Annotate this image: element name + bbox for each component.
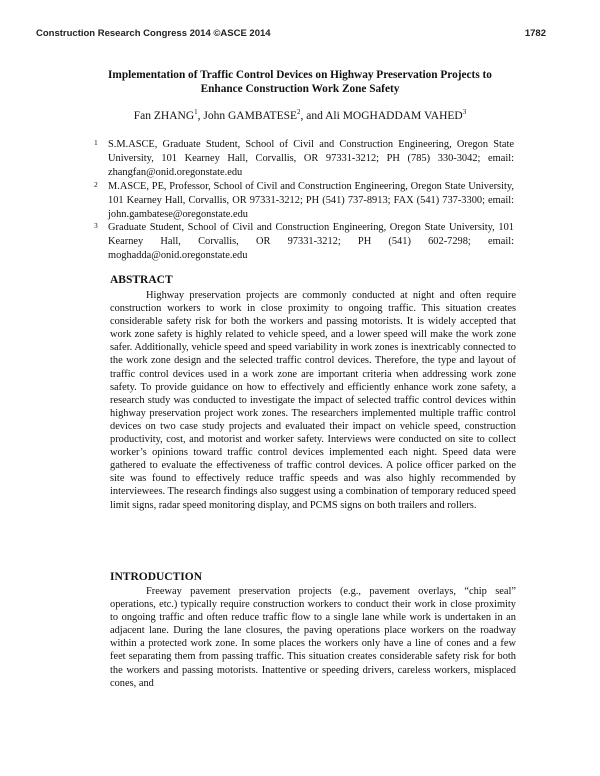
conference-name: Construction Research Congress 2014 ©ASCE 2014 xyxy=(36,28,271,39)
abstract-heading: ABSTRACT xyxy=(110,274,173,286)
title-line-2: Enhance Construction Work Zone Safety xyxy=(200,83,400,95)
title-line-1: Implementation of Traffic Control Devices on Highway Preservation Projects to xyxy=(108,69,492,81)
affiliation-text: S.M.ASCE, Graduate Student, School of Civil and Construction Engineering, Oregon State University, 101 Kearney Hall, Corvallis, OR 97331-3212; PH (785) 330-3042; email: zhangfan@onid.oregonstate.edu xyxy=(108,139,514,178)
affiliation-text: Graduate Student, School of Civil and Construction Engineering, Oregon State University, 101 Kearney Hall, Corvallis, OR 97331-3212; PH (541) 602-7298; email: moghadda@onid.oregonstate.edu xyxy=(108,222,514,261)
affiliation-mark: 3 xyxy=(94,221,98,230)
author-name: John GAMBATESE xyxy=(203,110,298,122)
author-mark: 3 xyxy=(462,108,467,116)
introduction-heading: INTRODUCTION xyxy=(110,571,203,583)
abstract-paragraph: Highway preservation projects are commonly conducted at night and often require construction workers to work in close proximity to ongoing traffic. This situation creates considerable safety risk for both the workers and passing motorists. It is widely accepted that work zone safety is highly related to vehicle speed, and a lower speed will make the work zone safer. Additionally, vehicle speed and speed variability in work zones is inextricably connected to the work zone design and the selected traffic control devices. Therefore, the type and layout of traffic control devices used in a work zone are important criteria when addressing work zone safety. To provide guidance on how to effectively and efficiently enhance work zone safety, a research study was conducted to investigate the impact of selected traffic control devices within highway preservation project work zones. The researchers implemented multiple traffic control devices on two case study projects and evaluated their impact on vehicle speed, construction productivity, cost, and motorist and worker safety. Interviews were conducted on site to collect worker’s opinions toward traffic control devices implemented each night. Speed data were gathered to evaluate the effectiveness of traffic control devices. A police officer parked on the site was found to effectively reduce traffic speeds and was also highly recommended by interviewees. The research findings also suggest using a combination of temporary reduced speed limit signs, radar speed monitoring display, and PCMS signs on both trailers and rollers. xyxy=(110,290,516,511)
author-separator: , xyxy=(197,110,204,122)
paper-title xyxy=(60,68,540,96)
author-separator: , and xyxy=(300,110,326,122)
author-mark: 2 xyxy=(297,108,301,116)
abstract-body xyxy=(110,289,516,512)
affiliation-3 xyxy=(94,221,514,263)
page-number: 1782 xyxy=(524,28,546,39)
author-name: Ali MOGHADDAM VAHED xyxy=(325,110,463,122)
author-list xyxy=(40,110,560,122)
introduction-body xyxy=(110,585,516,690)
affiliation-mark: 2 xyxy=(94,180,98,189)
affiliation-text: M.ASCE, PE, Professor, School of Civil and Construction Engineering, Oregon State University, 101 Kearney Hall, Corvallis, OR 97331-3212; PH (541) 737-8913; FAX (541) 737-3300; email: john.gambatese@oregonstate.edu xyxy=(108,181,514,220)
author-name: Fan ZHANG xyxy=(133,110,195,122)
introduction-paragraph: Freeway pavement preservation projects (e.g., pavement overlays, “chip seal” operations, etc.) typically require construction workers to conduct their work in close proximity to ongoing traffic and often reduce traffic flow to a single lane while work is undertaken in an adjacent lane. During the lane closures, the paving operations place workers on the roadway within a protected work zone. In some places the workers only have a line of cones and a few feet separating them from passing traffic. This situation creates considerable safety risk for both the workers and passing motorists. Inattentive or speeding drivers, careless workers, misplaced cones, and xyxy=(110,586,516,689)
affiliation-1 xyxy=(94,138,514,180)
affiliation-mark: 1 xyxy=(94,138,98,147)
author-mark: 1 xyxy=(194,108,198,116)
running-header xyxy=(36,28,546,42)
affiliation-2 xyxy=(94,180,514,222)
